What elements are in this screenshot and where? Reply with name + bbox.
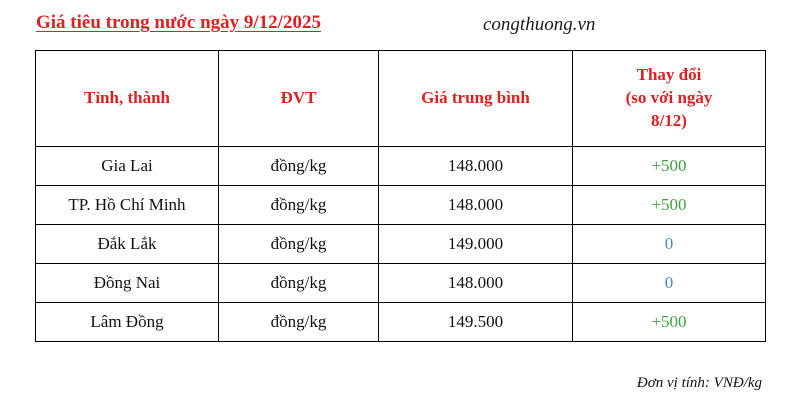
cell-price: 148.000 bbox=[379, 147, 573, 186]
table-row bbox=[36, 186, 766, 225]
cell-change: 0 bbox=[573, 225, 766, 264]
cell-price: 149.500 bbox=[379, 303, 573, 342]
cell-unit: đồng/kg bbox=[219, 303, 379, 342]
cell-unit: đồng/kg bbox=[219, 264, 379, 303]
cell-change: +500 bbox=[573, 147, 766, 186]
table-row bbox=[36, 264, 766, 303]
table-row bbox=[36, 147, 766, 186]
column-header-province: Tỉnh, thành bbox=[36, 51, 219, 147]
pepper-price-table bbox=[35, 50, 766, 342]
column-header-average-price: Giá trung bình bbox=[379, 51, 573, 147]
cell-unit: đồng/kg bbox=[219, 147, 379, 186]
cell-province: Lâm Đồng bbox=[36, 303, 219, 342]
page-title: Giá tiêu trong nước ngày 9/12/2025 bbox=[36, 12, 321, 33]
cell-unit: đồng/kg bbox=[219, 225, 379, 264]
column-header-change-line3: 8/12) bbox=[651, 110, 687, 130]
table-row bbox=[36, 303, 766, 342]
cell-province: TP. Hồ Chí Minh bbox=[36, 186, 219, 225]
cell-price: 148.000 bbox=[379, 264, 573, 303]
cell-change: +500 bbox=[573, 186, 766, 225]
cell-province: Gia Lai bbox=[36, 147, 219, 186]
unit-footnote: Đơn vị tính: VNĐ/kg bbox=[636, 375, 762, 391]
cell-change: 0 bbox=[573, 264, 766, 303]
site-brand: congthuong.vn bbox=[483, 14, 596, 35]
column-header-change bbox=[573, 51, 766, 147]
column-header-change-line1: Thay đổi bbox=[636, 65, 702, 85]
table-row bbox=[36, 225, 766, 264]
cell-price: 148.000 bbox=[379, 186, 573, 225]
table-body bbox=[36, 147, 766, 342]
table-header-row bbox=[36, 51, 766, 147]
cell-price: 149.000 bbox=[379, 225, 573, 264]
cell-province: Đồng Nai bbox=[36, 264, 219, 303]
table-header bbox=[36, 51, 766, 147]
cell-province: Đắk Lắk bbox=[36, 225, 219, 264]
column-header-unit: ĐVT bbox=[219, 51, 379, 147]
cell-unit: đồng/kg bbox=[219, 186, 379, 225]
cell-change: +500 bbox=[573, 303, 766, 342]
column-header-change-line2: (so với ngày bbox=[625, 88, 713, 108]
